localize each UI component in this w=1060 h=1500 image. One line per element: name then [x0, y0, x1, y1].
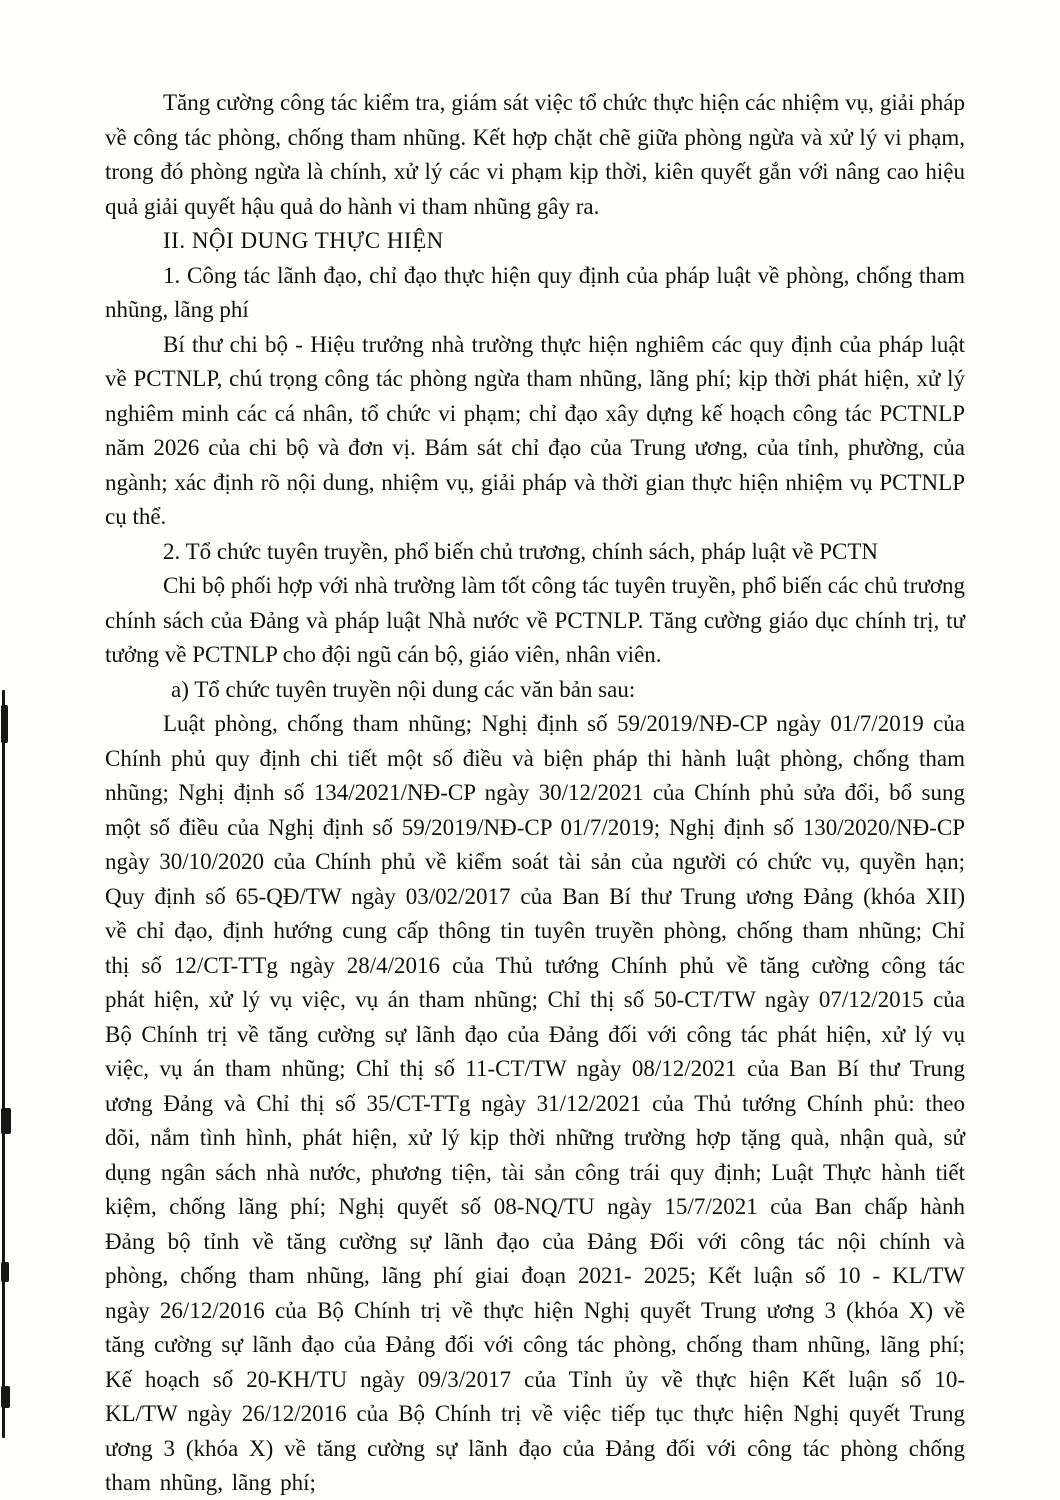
subsection-heading-2: 2. Tổ chức tuyên truyền, phổ biến chủ trương, chính sách, pháp luật về PCTN — [163, 538, 879, 564]
scan-artifact-blob — [1, 1108, 11, 1134]
scan-artifact-blob — [1, 1262, 9, 1282]
scan-artifact-blob — [1, 1386, 10, 1408]
section-heading-ii: II. NỘI DUNG THỰC HIỆN — [163, 228, 444, 253]
scan-artifact-blob — [1, 705, 8, 743]
paragraph-legal-documents: Luật phòng, chống tham nhũng; Nghị định số 59/2019/NĐ-CP ngày 01/7/2019 của Chính phủ quy định chi tiết một số điều và biện pháp thi hành luật phòng, chống tham nhũng; Nghị định số 134/2021/NĐ-CP ngày 30/12/2021 của Chính phủ sửa đổi, bổ sung một số điều của Nghị định số 59/2019/NĐ-CP 01/7/2019; Nghị định số 130/2020/NĐ-CP ngày 30/10/2020 của Chính phủ về kiểm soát tài sản của người có chức vụ, quyền hạn; Quy định số 65-QĐ/TW ngày 03/02/2017 của Ban Bí thư Trung ương Đảng (khóa XII) về chỉ đạo, định hướng cung cấp thông tin tuyên truyền phòng, chống tham nhũng; Chỉ thị số 12/CT-TTg ngày 28/4/2016 của Thủ tướng Chính phủ về tăng cường công tác phát hiện, xử lý vụ việc, vụ án tham nhũng; Chỉ thị số 50-CT/TW ngày 07/12/2015 của Bộ Chính trị về tăng cường sự lãnh đạo của Đảng đối với công tác phát hiện, xử lý vụ việc, vụ án tham nhũng; Chỉ thị số 11-CT/TW ngày 08/12/2021 của Ban Bí thư Trung ương Đảng và Chỉ thị số 35/CT-TTg ngày 31/12/2021 của Thủ tướng Chính phủ: theo dõi, nắm tình hình, phát hiện, xử lý kịp thời những trường hợp tặng quà, nhận quà, sử dụng ngân sách nhà nước, phương tiện, tài sản công trái quy định; Luật Thực hành tiết kiệm, chống lãng phí; Nghị quyết số 08-NQ/TU ngày 15/7/2021 của Ban chấp hành Đảng bộ tỉnh về tăng cường sự lãnh đạo của Đảng Đối với công tác nội chính và phòng, chống tham nhũng, lãng phí giai đoạn 2021- 2025; Kết luận số 10 - KL/TW ngày 26/12/2016 của Bộ Chính trị về thực hiện Nghị quyết Trung ương 3 (khóa X) về tăng cường sự lãnh đạo của Đảng đối với công tác phòng, chống tham nhũng, lãng phí; Kế hoạch số 20-KH/TU ngày 09/3/2017 của Tỉnh ủy về thực hiện Kết luận số 10-KL/TW ngày 26/12/2016 của Bộ Chính trị về việc tiếp tục thực hiện Nghị quyết Trung ương 3 (khóa X) về tăng cường sự lãnh đạo của Đảng đối với công tác phòng chống tham nhũng, lãng phí; — [105, 711, 965, 1495]
list-item-a: a) Tổ chức tuyên truyền nội dung các văn bản sau: — [171, 676, 636, 702]
paragraph-leadership: Bí thư chi bộ - Hiệu trưởng nhà trường thực hiện nghiêm các quy định của pháp luật về PCTNLP, chú trọng công tác phòng ngừa tham nhũng, lãng phí; kịp thời phát hiện, xử lý nghiêm minh các cá nhân, tổ chức vi phạm; chỉ đạo xây dựng kế hoạch công tác PCTNLP năm 2026 của chi bộ và đơn vị. Bám sát chỉ đạo của Trung ương, của tỉnh, phường, của ngành; xác định rõ nội dung, nhiệm vụ, giải pháp và thời gian thực hiện nhiệm vụ PCTNLP cụ thể. — [105, 331, 965, 529]
paragraph-propaganda: Chi bộ phối hợp với nhà trường làm tốt công tác tuyên truyền, phổ biến các chủ trương chính sách của Đảng và pháp luật Nhà nước về PCTNLP. Tăng cường giáo dục chính trị, tư tưởng về PCTNLP cho đội ngũ cán bộ, giáo viên, nhân viên. — [105, 573, 965, 667]
document-body — [105, 86, 965, 1500]
scan-artifact-line — [2, 690, 5, 1438]
subsection-heading-1: 1. Công tác lãnh đạo, chỉ đạo thực hiện quy định của pháp luật về phòng, chống tham nhũng, lãng phí — [105, 262, 965, 322]
paragraph-intro: Tăng cường công tác kiểm tra, giám sát việc tổ chức thực hiện các nhiệm vụ, giải pháp về công tác phòng, chống tham nhũng. Kết hợp chặt chẽ giữa phòng ngừa và xử lý vi phạm, trong đó phòng ngừa là chính, xử lý các vi phạm kịp thời, kiên quyết gắn với nâng cao hiệu quả giải quyết hậu quả do hành vi tham nhũng gây ra. — [105, 90, 965, 219]
